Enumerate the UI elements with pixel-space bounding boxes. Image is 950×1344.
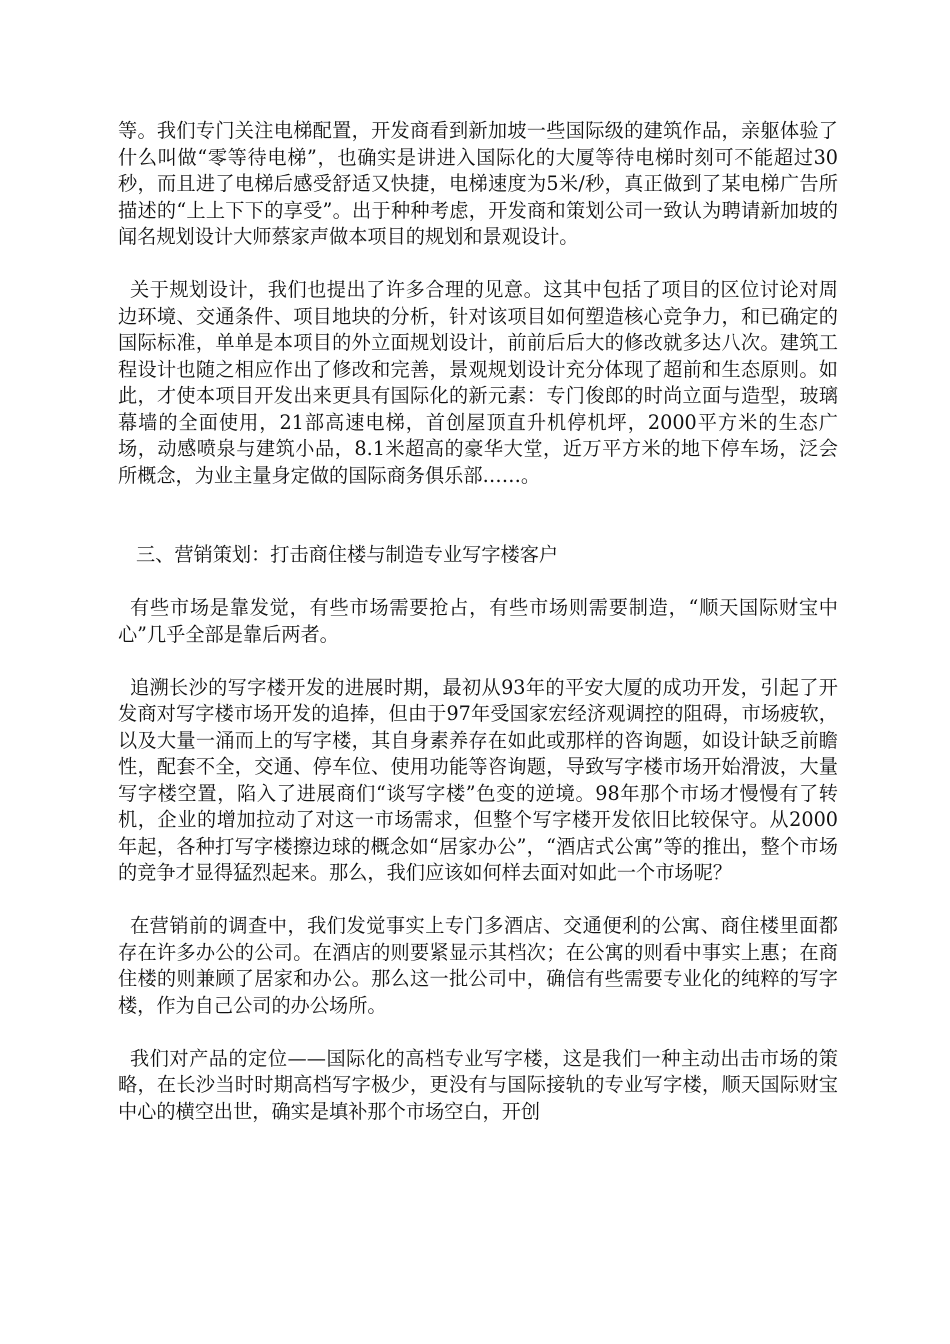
document-body <box>118 118 838 1152</box>
paragraph-product-positioning: 我们对产品的定位——国际化的高档专业写字楼，这是我们一种主动出击市场的策略，在长沙当时时期高档写字极少，更没有与国际接轨的专业写字楼，顺天国际财宝中心的横空出世，确实是填补那个市场空白，开创 <box>118 1046 838 1123</box>
paragraph-market-creation: 有些市场是靠发觉，有些市场需要抢占，有些市场则需要制造，“顺天国际财宝中心”几乎全部是靠后两者。 <box>118 596 838 646</box>
paragraph-planning-design: 关于规划设计，我们也提出了许多合理的见意。这其中包括了项目的区位讨论对周边环境、交通条件、项目地块的分析，针对该项目如何塑造核心竞争力，和已确定的国际标准，单单是本项目的外立面规划设计，前前后后大的修改就多达八次。建筑工程设计也随之相应作出了修改和完善，景观规划设计充分体现了超前和生态原则。如此，才使本项目开发出来更具有国际化的新元素：专门俊郎的时尚立面与造型，玻璃幕墙的全面使用，21部高速电梯，首创屋顶直升机停机坪，2000平方米的生态广场，动感喷泉与建筑小品，8.1米超高的豪华大堂，近万平方米的地下停车场，泛会所概念，为业主量身定做的国际商务俱乐部……。 <box>118 278 838 487</box>
paragraph-changsha-history: 追溯长沙的写字楼开发的进展时期，最初从93年的平安大厦的成功开发，引起了开发商对写字楼市场开发的追捧，但由于97年受国家宏经济观调控的阻碍，市场疲软，以及大量一涌而上的写字楼，其自身素养存在如此或那样的咨询题，如设计缺乏前瞻性，配套不全，交通、停车位、使用功能等咨询题，导致写字楼市场开始滑波，大量写字楼空置，陷入了进展商们“谈写字楼”色变的逆境。98年那个市场才慢慢有了转机，企业的增加拉动了对这一市场需求，但整个写字楼开发依旧比较保守。从2000年起，各种打写字楼擦边球的概念如“居家办公”，“酒店式公寓”等的推出，整个市场的竞争才显得猛烈起来。那么，我们应该如何样去面对如此一个市场呢？ <box>118 675 838 884</box>
paragraph-market-survey: 在营销前的调查中，我们发觉事实上专门多酒店、交通便利的公寓、商住楼里面都存在许多办公的公司。在酒店的则要紧显示其档次；在公寓的则看中事实上惠；在商住楼的则兼顾了居家和办公。那么这一批公司中，确信有些需要专业化的纯粹的写字楼，作为自己公司的办公场所。 <box>118 914 838 1017</box>
paragraph-elevator-config: 等。我们专门关注电梯配置，开发商看到新加坡一些国际级的建筑作品，亲躯体验了什么叫做“零等待电梯”，也确实是讲进入国际化的大厦等待电梯时刻可不能超过30秒，而且进了电梯后感受舒适又快捷，电梯速度为5米/秒，真正做到了某电梯广告所描述的“上上下下的享受”。出于种种考虑，开发商和策划公司一致认为聘请新加坡的闻名规划设计大师蔡家声做本项目的规划和景观设计。 <box>118 119 838 248</box>
section-heading-marketing: 三、营销策划：打击商住楼与制造专业写字楼客户 <box>136 543 559 566</box>
